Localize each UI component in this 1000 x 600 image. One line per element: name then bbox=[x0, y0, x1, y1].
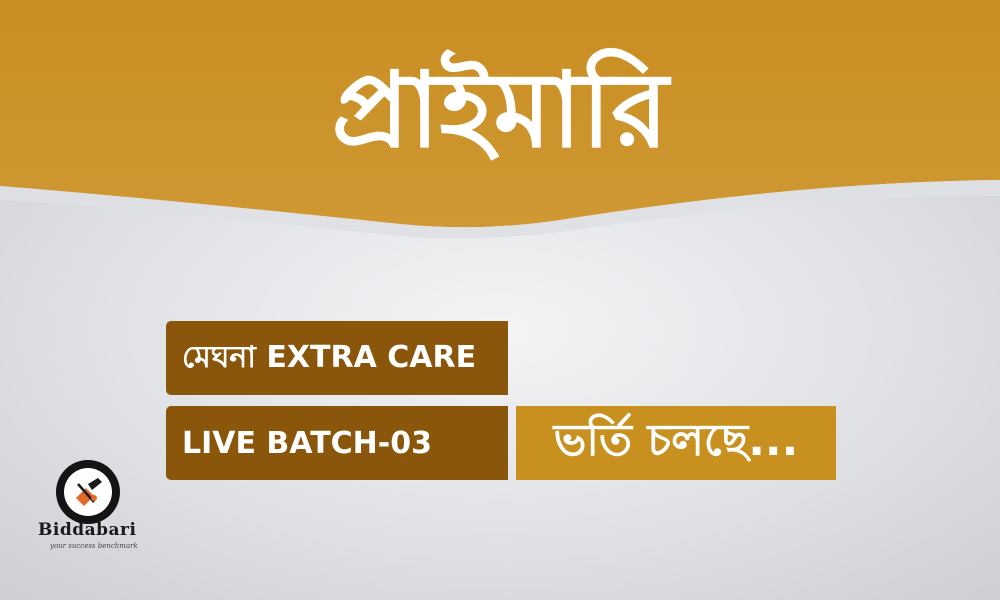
brand-logo bbox=[34, 456, 144, 556]
batch-text: LIVE BATCH-03 bbox=[182, 425, 432, 461]
admission-badge bbox=[516, 406, 836, 480]
book-pen-icon bbox=[64, 468, 112, 516]
admission-text: ভর্তি চলছে... bbox=[553, 414, 799, 466]
logo-circle bbox=[56, 460, 120, 524]
brand-name: Biddabari bbox=[38, 520, 137, 540]
brand-tagline: your success benchmark bbox=[50, 542, 138, 550]
course-name-label bbox=[166, 321, 508, 395]
course-name-text: মেঘনা EXTRA CARE bbox=[182, 339, 477, 375]
batch-label bbox=[166, 406, 508, 480]
page-title: প্রাইমারি bbox=[331, 49, 669, 171]
